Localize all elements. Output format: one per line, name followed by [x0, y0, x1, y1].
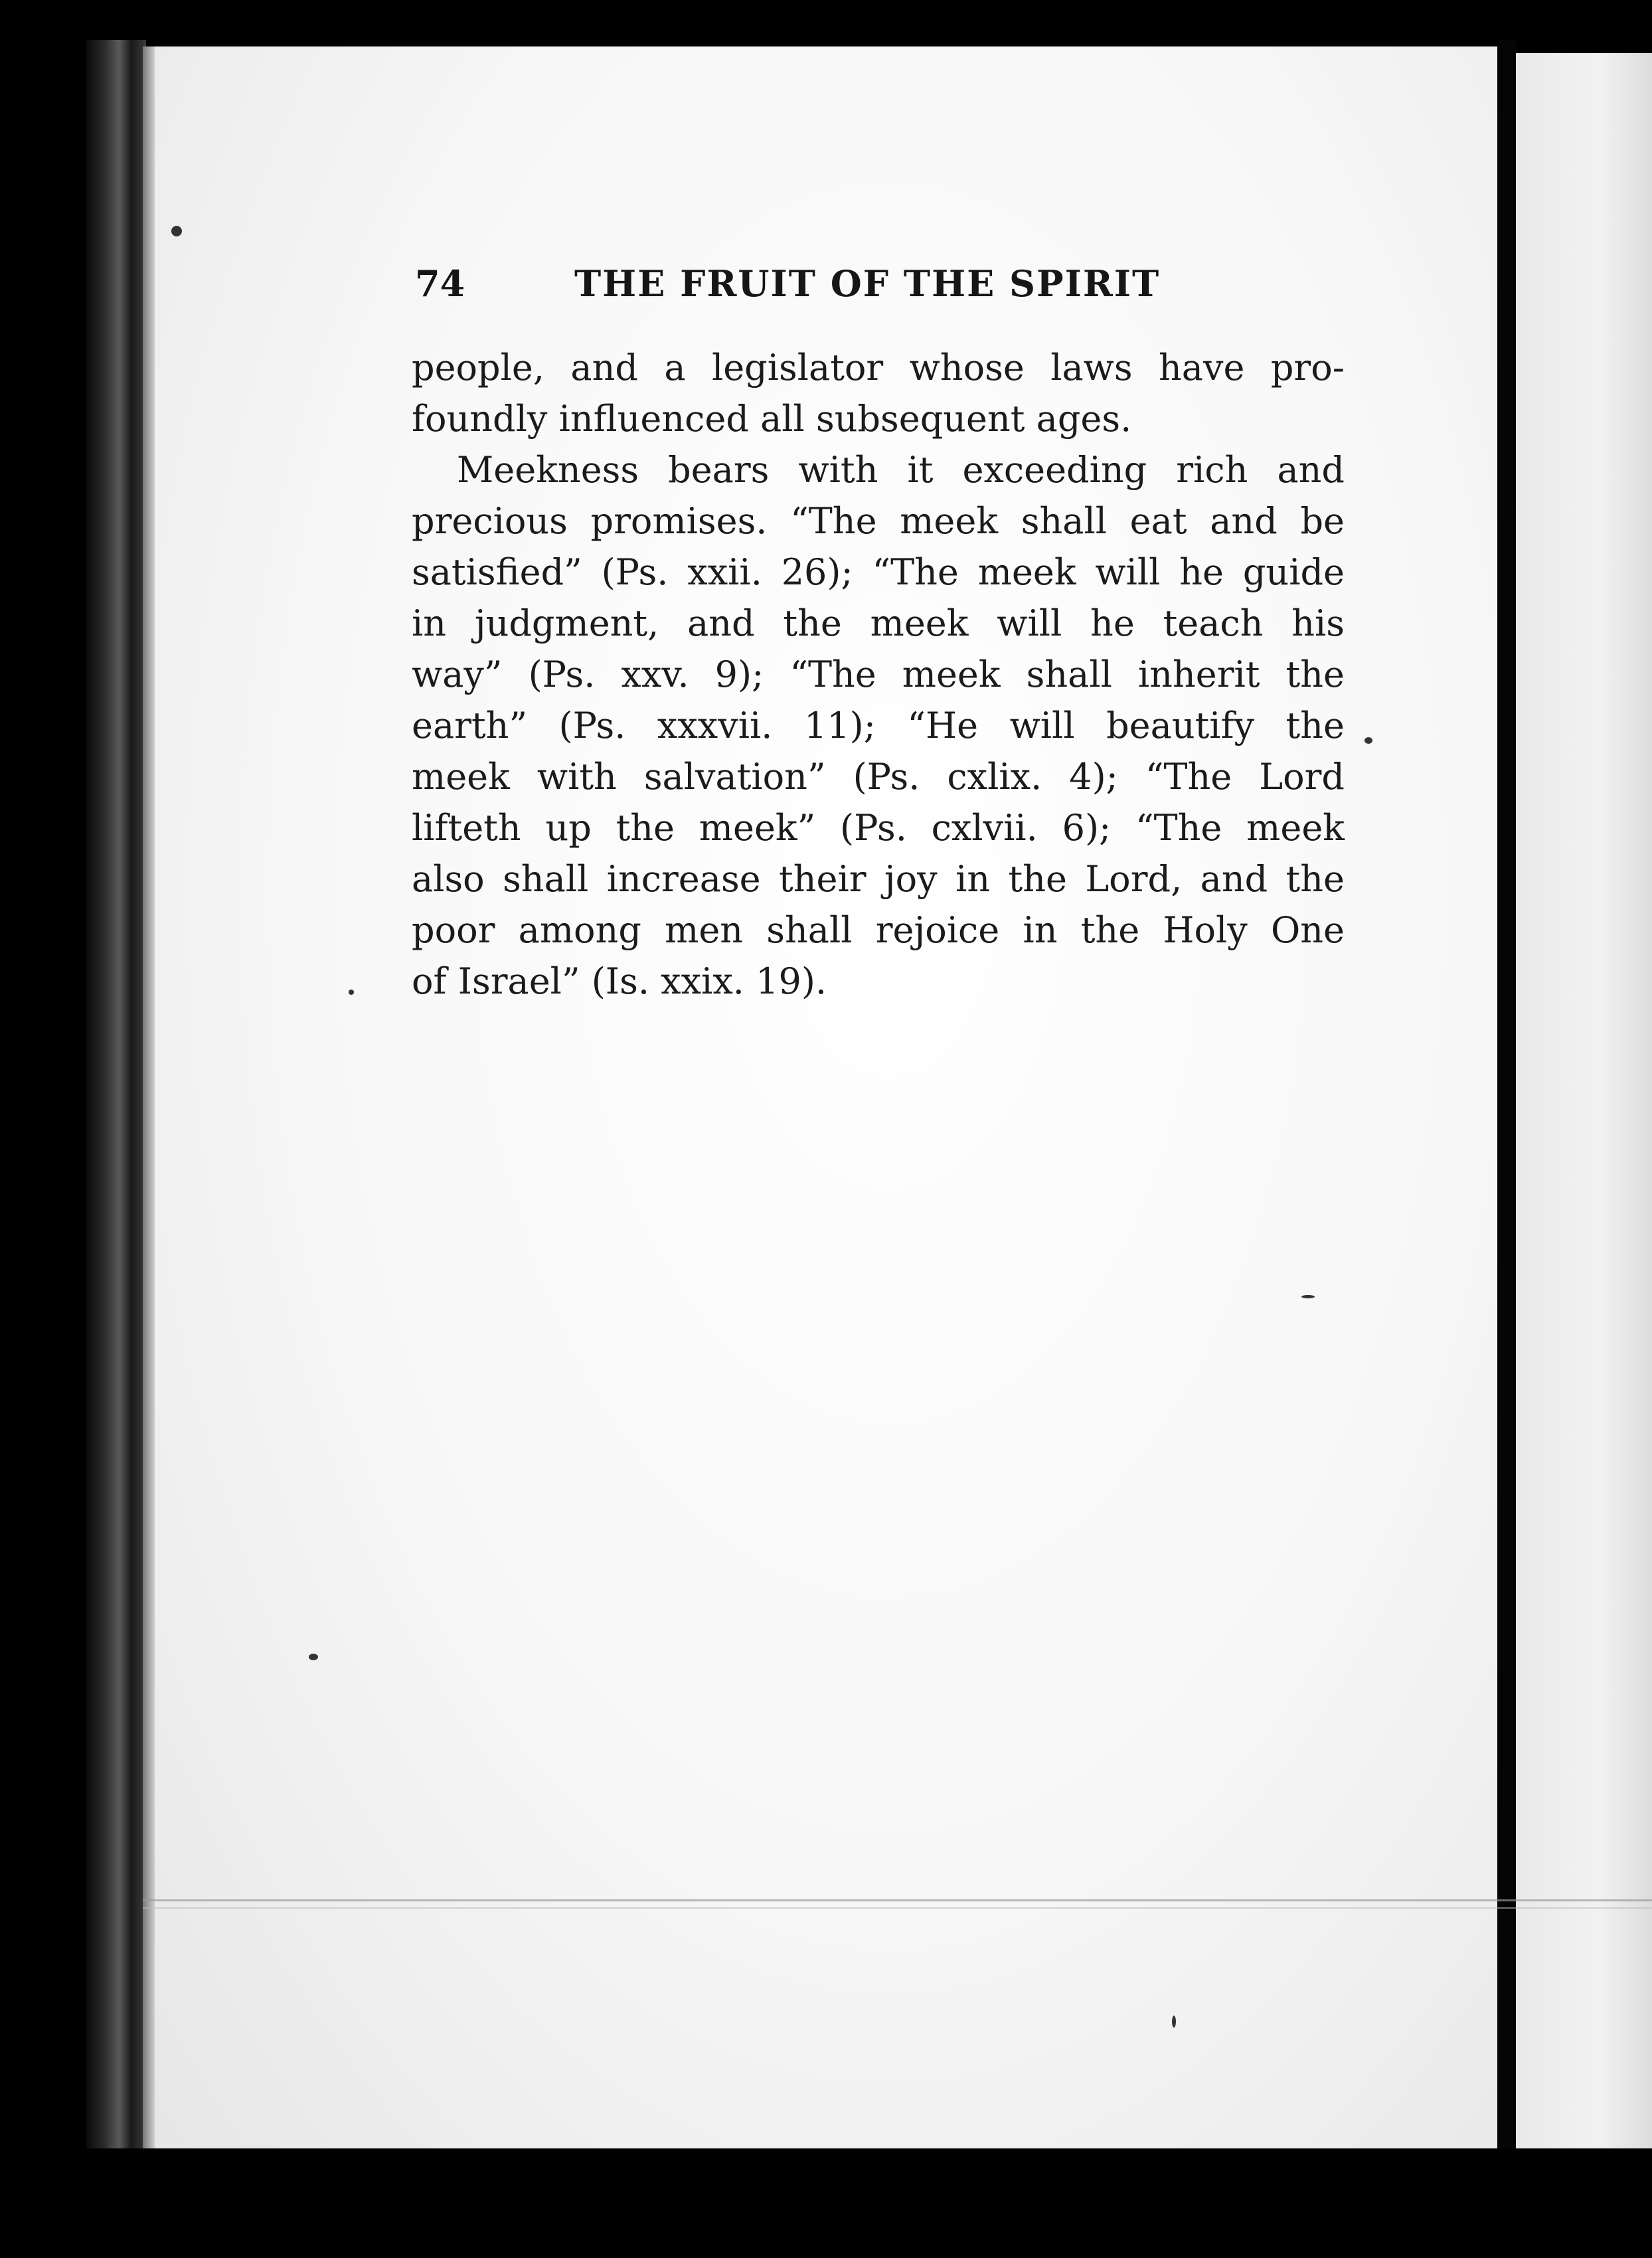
scan-speck — [171, 226, 182, 236]
book-title: THE FRUIT OF THE SPIRIT — [574, 262, 1161, 305]
page-edge — [143, 46, 155, 2158]
page-number: 74 — [415, 262, 465, 305]
text-line: poor among men shall rejoice in the Holy One — [412, 909, 1345, 951]
text-line: way” (Ps. xxv. 9); “The meek shall inherit the — [412, 653, 1345, 695]
scan-fold-line — [143, 1899, 1652, 1901]
text-line: earth” (Ps. xxxvii. 11); “He will beautify the — [412, 705, 1345, 746]
text-line: lifteth up the meek” (Ps. cxlvii. 6); “The meek — [412, 807, 1345, 849]
text-line: of Israel” (Is. xxix. 19). — [412, 960, 827, 1002]
text-line: in judgment, and the meek will he teach his — [412, 602, 1345, 644]
text-line: also shall increase their joy in the Lord, and the — [412, 858, 1345, 900]
text-line: precious promises. “The meek shall eat and be — [412, 500, 1345, 542]
text-line: Meekness bears with it exceeding rich and — [457, 449, 1345, 491]
scan-speck — [1364, 737, 1372, 744]
scan-speck — [1301, 1295, 1315, 1298]
scan-speck — [309, 1654, 318, 1660]
adjacent-page-edge — [1516, 53, 1652, 2158]
running-head — [415, 262, 1345, 315]
bottom-shadow — [0, 2148, 1652, 2258]
text-line: meek with salvation” (Ps. cxlix. 4); “The Lord — [412, 756, 1345, 798]
text-line: people, and a legislator whose laws have pro- — [412, 347, 1345, 389]
page-gutter — [1497, 40, 1516, 2158]
text-line: foundly influenced all subsequent ages. — [412, 398, 1132, 440]
body-text — [412, 342, 1345, 1007]
scan-fold-line — [143, 1907, 1652, 1909]
book-binding-edge — [86, 40, 146, 2165]
scan-speck — [349, 990, 354, 995]
text-line: satisfied” (Ps. xxii. 26); “The meek will he guide — [412, 551, 1345, 593]
scan-speck — [1172, 2016, 1176, 2028]
